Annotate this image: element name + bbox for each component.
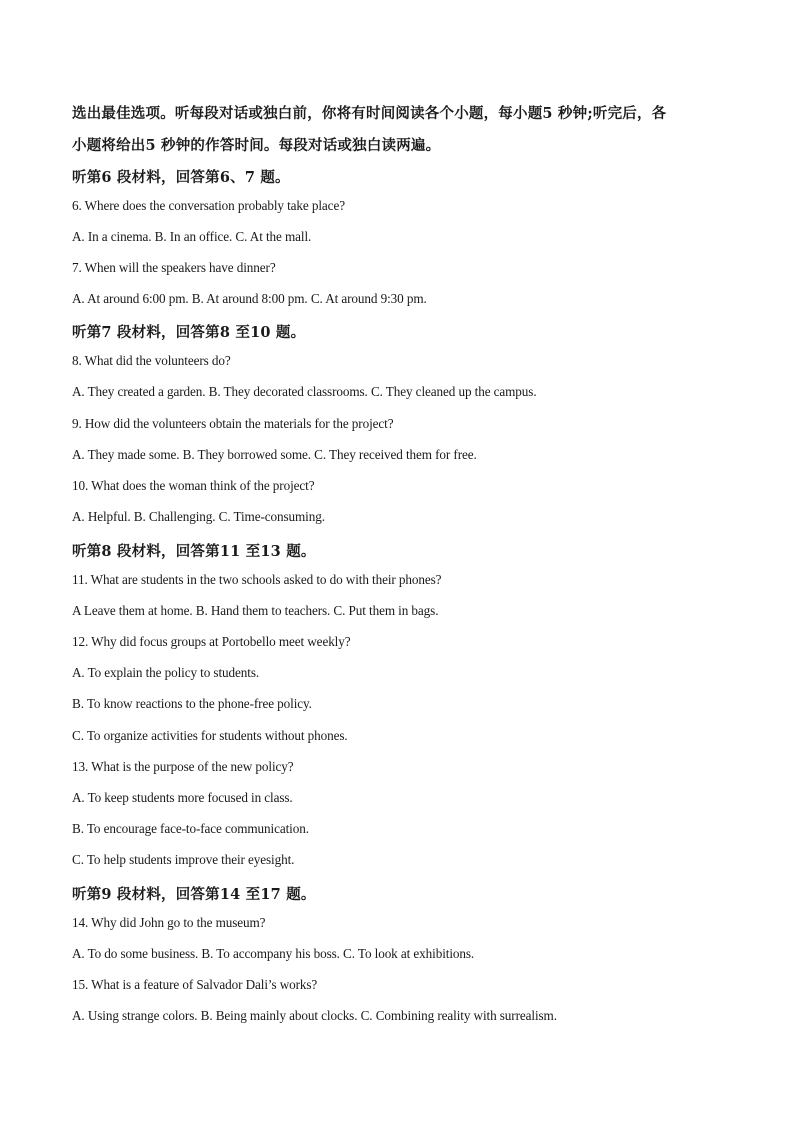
question-12-stem: 12. Why did focus groups at Portobello meet weekly? [72,634,351,649]
question-14-stem: 14. Why did John go to the museum? [72,915,266,930]
question-6-options: A. In a cinema. B. In an office. C. At the mall. [72,229,312,244]
section-heading-8: 听第8 段材料，回答第11 至13 题。 [72,543,316,560]
question-13-option-a: A. To keep students more focused in class. [72,790,293,805]
question-10-stem: 10. What does the woman think of the project? [72,478,315,493]
question-8-options: A. They created a garden. B. They decorated classrooms. C. They cleaned up the campus. [72,384,537,399]
section-heading-9: 听第9 段材料，回答第14 至17 题。 [72,886,316,903]
question-10-options: A. Helpful. B. Challenging. C. Time-consuming. [72,509,325,524]
question-8-stem: 8. What did the volunteers do? [72,353,231,368]
question-12-option-c: C. To organize activities for students without phones. [72,728,348,743]
question-11-stem: 11. What are students in the two schools asked to do with their phones? [72,572,442,587]
question-15-options: A. Using strange colors. B. Being mainly about clocks. C. Combining reality with surrealism. [72,1008,557,1023]
section-heading-7: 听第7 段材料，回答第8 至10 题。 [72,324,306,341]
instructions-line-1: 选出最佳选项。听每段对话或独白前，你将有时间阅读各个小题，每小题5 秒钟;听完后，各 [72,105,667,122]
question-7-options: A. At around 6:00 pm. B. At around 8:00 pm. C. At around 9:30 pm. [72,291,427,306]
question-9-stem: 9. How did the volunteers obtain the materials for the project? [72,416,394,431]
question-15-stem: 15. What is a feature of Salvador Dali’s works? [72,977,318,992]
question-13-option-b: B. To encourage face-to-face communication. [72,821,309,836]
question-13-option-c: C. To help students improve their eyesight. [72,852,295,867]
instructions-line-2: 小题将给出5 秒钟的作答时间。每段对话或独白读两遍。 [72,137,441,154]
section-heading-6: 听第6 段材料，回答第6、7 题。 [72,169,290,186]
question-13-stem: 13. What is the purpose of the new policy? [72,759,294,774]
question-14-options: A. To do some business. B. To accompany his boss. C. To look at exhibitions. [72,946,475,961]
question-12-option-b: B. To know reactions to the phone-free policy. [72,696,312,711]
question-6-stem: 6. Where does the conversation probably take place? [72,198,345,213]
question-12-option-a: A. To explain the policy to students. [72,665,260,680]
question-9-options: A. They made some. B. They borrowed some. C. They received them for free. [72,447,477,462]
question-7-stem: 7. When will the speakers have dinner? [72,260,276,275]
question-11-options: A Leave them at home. B. Hand them to teachers. C. Put them in bags. [72,603,439,618]
